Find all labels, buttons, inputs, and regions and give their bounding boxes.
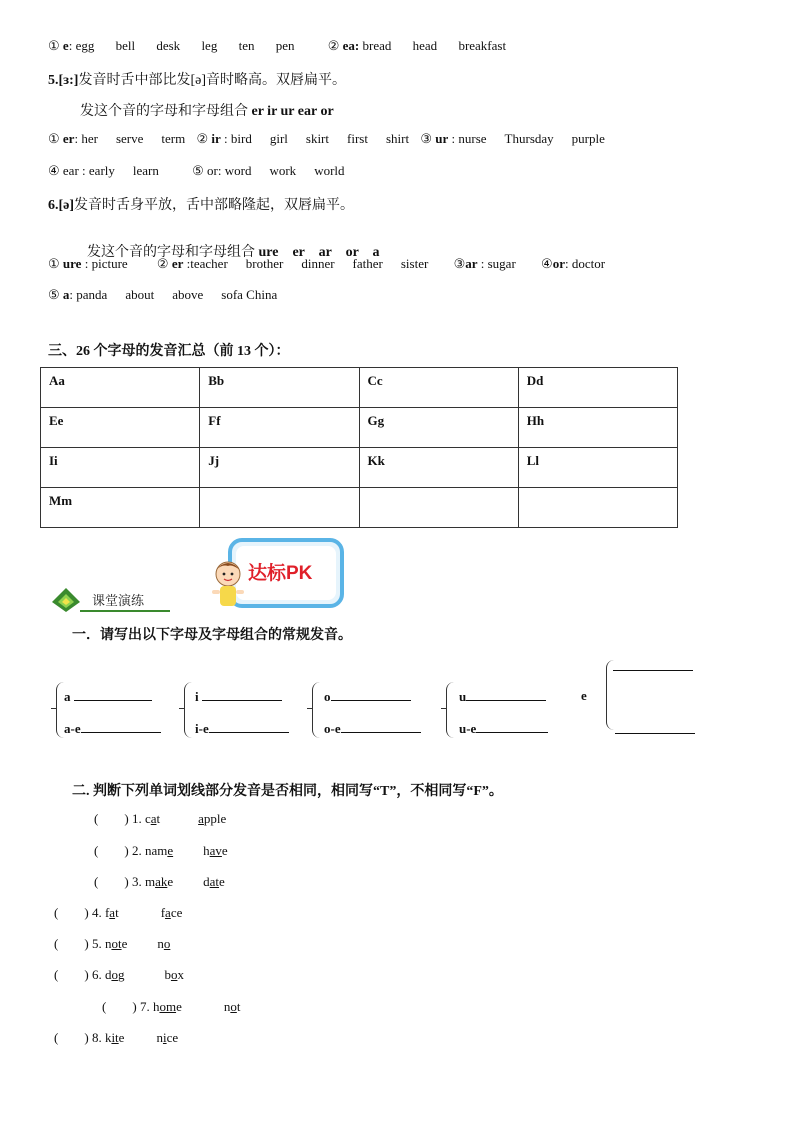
word: egg — [75, 38, 95, 53]
table-cell: Jj — [200, 448, 359, 488]
judge-item — [94, 811, 226, 827]
answer-paren[interactable]: ( — [54, 936, 59, 951]
answer-paren[interactable]: ( — [54, 967, 59, 982]
answer-paren: ) — [132, 999, 137, 1014]
word: leg — [201, 38, 218, 53]
brace — [312, 682, 321, 738]
item-number: 6. — [91, 967, 102, 982]
table-row — [41, 408, 678, 448]
ex1-e: e — [581, 688, 587, 703]
table-cell — [359, 488, 518, 528]
word-2: face — [160, 905, 183, 920]
letters-table — [40, 367, 678, 528]
ex1-a: a — [64, 688, 152, 705]
practice-banner — [50, 584, 172, 614]
word-2: not — [223, 999, 241, 1014]
row-5a: ① er: her serve term ② ir : bird girl skirt first shirt ③ ur : nurse Thursday purple — [48, 131, 605, 146]
brace — [446, 682, 455, 738]
heading-5: 5.[ɜ:]发音时舌中部比发[ə]音时略高。双唇扁平。 — [48, 73, 347, 88]
ex1-o: o — [324, 688, 411, 705]
ex1-o-e: o-e — [324, 720, 421, 737]
pk-graphic — [202, 536, 348, 616]
heading-6: 6.[ə]发音时舌身平放，舌中部略隆起，双唇扁平。 — [48, 198, 355, 213]
combo-5: 发这个音的字母和字母组合 er ir ur ear or — [80, 104, 334, 119]
ex1-a-e: a-e — [64, 720, 161, 737]
row-6b: ⑤ a: panda about above sofa China — [48, 287, 278, 302]
practice-label: 课堂演练 — [92, 593, 145, 608]
answer-paren: ) — [84, 905, 89, 920]
table-cell — [200, 488, 359, 528]
table-cell: Kk — [359, 448, 518, 488]
combo-6: 发这个音的字母和字母组合 ure er ar or a — [87, 245, 380, 260]
word-1: cat — [144, 811, 161, 826]
row-5b: ④ ear : early learn ⑤ or: word work world — [48, 163, 345, 178]
answer-paren: ) — [124, 843, 129, 858]
letter-e: e — [62, 38, 69, 53]
item-number: 7. — [139, 999, 150, 1014]
letter-ea: ea: — [342, 38, 360, 53]
word-2: box — [164, 967, 184, 982]
word-1: dog — [104, 967, 125, 982]
word: ten — [238, 38, 255, 53]
ex1-i: i — [195, 688, 282, 705]
word-1: note — [104, 936, 128, 951]
table-cell: Mm — [41, 488, 200, 528]
judge-item — [54, 967, 184, 983]
item-number: 4. — [91, 905, 102, 920]
table-cell: Ee — [41, 408, 200, 448]
answer-blank[interactable] — [613, 670, 693, 671]
judge-item — [102, 999, 240, 1015]
pk-title: 达标PK — [248, 563, 313, 584]
table-row — [41, 448, 678, 488]
answer-paren[interactable]: ( — [54, 1030, 59, 1045]
answer-paren: ) — [84, 1030, 89, 1045]
answer-paren[interactable]: ( — [94, 874, 99, 889]
answer-paren[interactable]: ( — [94, 843, 99, 858]
line1: ① e: egg bell desk leg ten pen ② ea: bread head breakfast — [48, 38, 507, 53]
item-number: 5. — [91, 936, 102, 951]
answer-paren: ) — [124, 811, 129, 826]
answer-paren[interactable]: ( — [102, 999, 107, 1014]
word-1: home — [152, 999, 182, 1014]
banner-underline — [80, 610, 170, 612]
answer-paren[interactable]: ( — [94, 811, 99, 826]
word-2: date — [203, 874, 225, 889]
table-cell: Ll — [518, 448, 677, 488]
table-cell: Bb — [200, 368, 359, 408]
table-cell: Gg — [359, 408, 518, 448]
table-cell: Ff — [200, 408, 359, 448]
answer-blank[interactable] — [615, 733, 695, 734]
pencil-icon — [50, 584, 84, 614]
ex1-u: u — [459, 688, 546, 705]
table-row — [41, 368, 678, 408]
word-1: fat — [104, 905, 119, 920]
row-6a: ① ure : picture ② er :teacher brother dinner father sister ③ar : sugar ④or: doctor — [48, 256, 606, 271]
exercise2-heading: 二. 判断下列单词划线部分发音是否相同，相同写“T”，不相同写“F”。 — [72, 784, 503, 799]
table-cell: Hh — [518, 408, 677, 448]
ex1-i-e: i-e — [195, 720, 289, 737]
word: bread — [362, 38, 392, 53]
brace — [184, 682, 193, 738]
word-1: name — [144, 843, 174, 858]
word: bell — [115, 38, 136, 53]
answer-paren[interactable]: ( — [54, 905, 59, 920]
ex1-u-e: u-e — [459, 720, 548, 737]
table-cell: Dd — [518, 368, 677, 408]
word: head — [412, 38, 438, 53]
exercise1-heading: 一．请写出以下字母及字母组合的常规发音。 — [72, 628, 352, 643]
table-cell: Ii — [41, 448, 200, 488]
item-number: 1. — [131, 811, 142, 826]
judge-item — [94, 843, 228, 859]
item-number: 3. — [131, 874, 142, 889]
word: pen — [275, 38, 295, 53]
item-number: 8. — [91, 1030, 102, 1045]
table-cell — [518, 488, 677, 528]
word-2: apple — [198, 811, 227, 826]
answer-paren: ) — [124, 874, 129, 889]
word: desk — [156, 38, 181, 53]
table-cell: Aa — [41, 368, 200, 408]
answer-paren: ) — [84, 967, 89, 982]
word-2: have — [203, 843, 228, 858]
judge-item — [54, 936, 170, 952]
item-number: 2. — [131, 843, 142, 858]
word: breakfast — [458, 38, 507, 53]
table-row — [41, 488, 678, 528]
word-2: nice — [156, 1030, 179, 1045]
word-1: kite — [104, 1030, 125, 1045]
judge-item — [54, 905, 182, 921]
judge-item — [54, 1030, 178, 1046]
table-cell: Cc — [359, 368, 518, 408]
section3-heading: 三、26 个字母的发音汇总（前 13 个）： — [48, 344, 290, 359]
word-1: make — [144, 874, 174, 889]
judge-item — [94, 874, 225, 890]
word-2: no — [157, 936, 171, 951]
answer-paren: ) — [84, 936, 89, 951]
